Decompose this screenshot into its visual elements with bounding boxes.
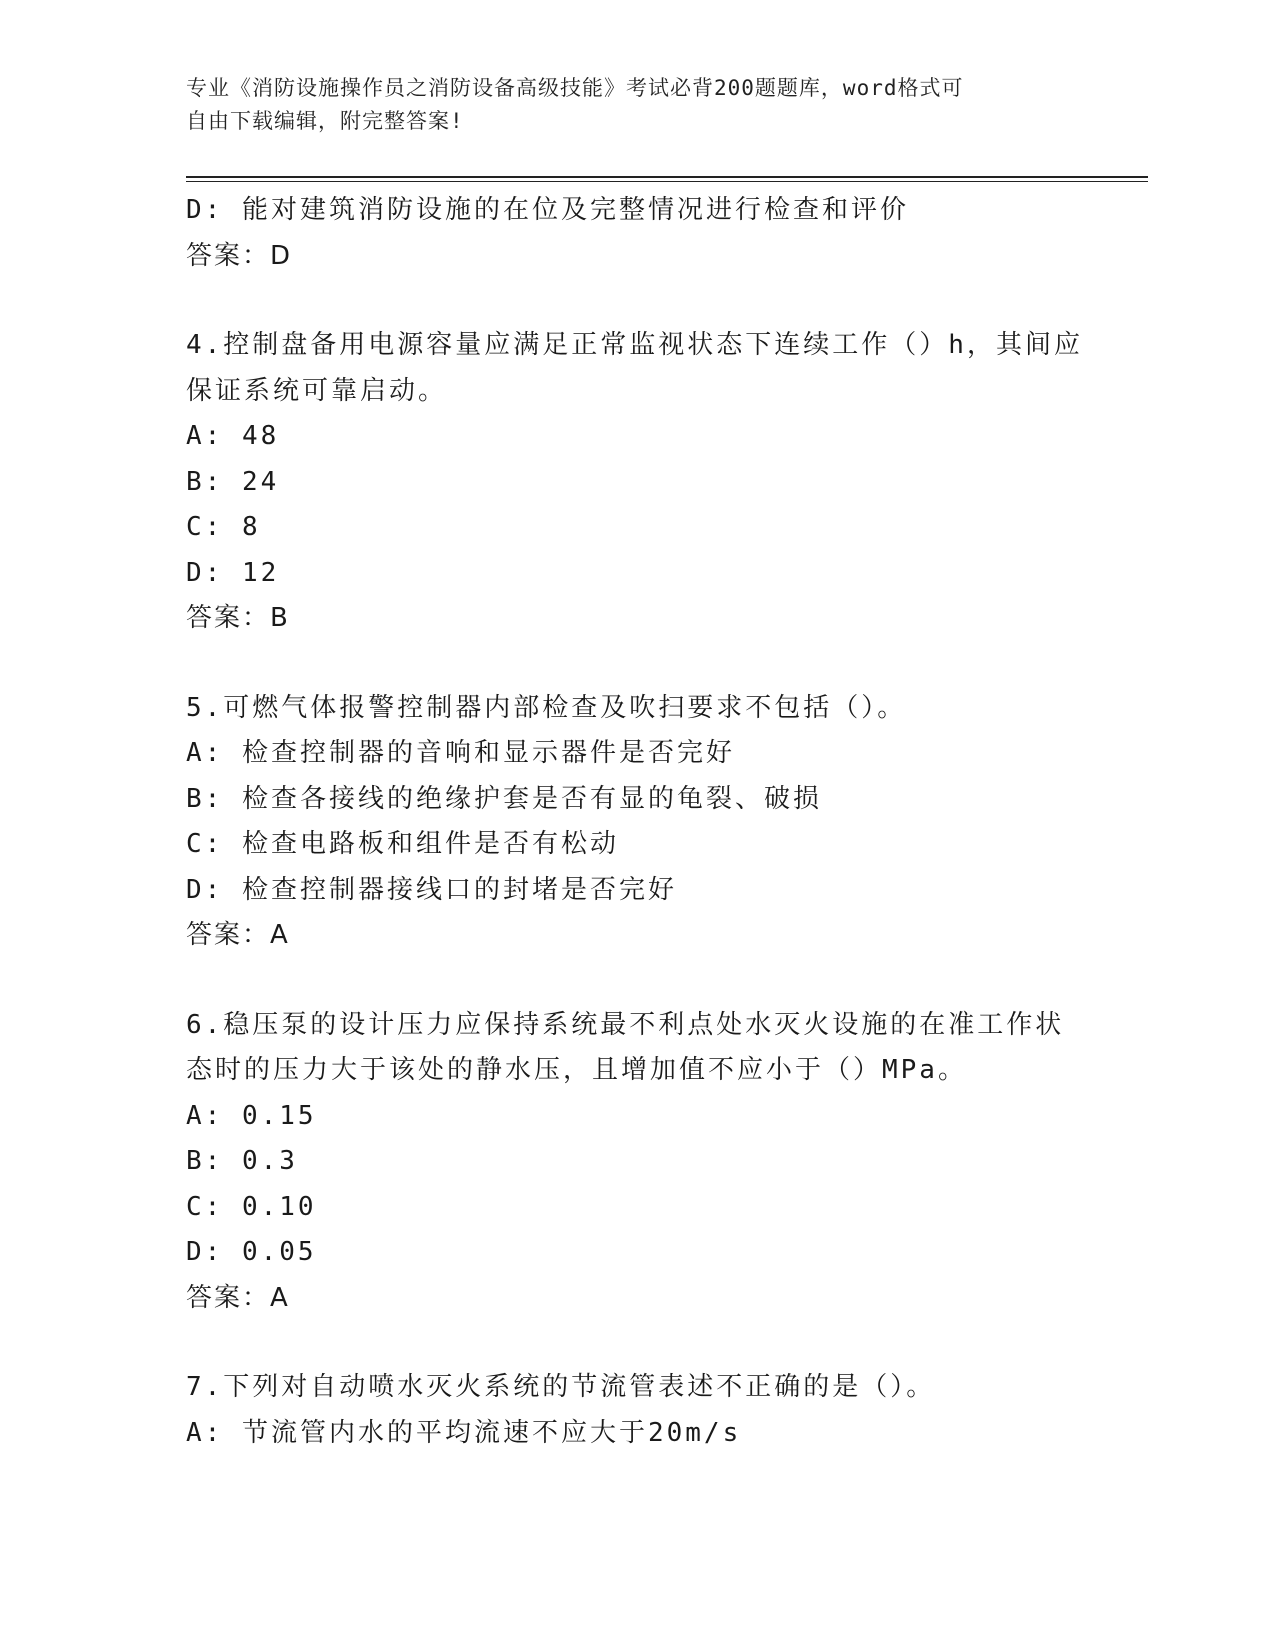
header-line-1: 专业《消防设施操作员之消防设备高级技能》考试必背200题题库，word格式可 bbox=[186, 76, 964, 100]
document-header bbox=[186, 72, 1086, 138]
option-a: A: 48 bbox=[186, 421, 280, 451]
spacer bbox=[186, 1321, 1086, 1365]
spacer bbox=[186, 959, 1086, 1003]
option-a: A: 节流管内水的平均流速不应大于20m/s bbox=[186, 1417, 742, 1448]
question-5 bbox=[186, 686, 1086, 959]
option-d: D: 能对建筑消防设施的在位及完整情况进行检查和评价 bbox=[186, 195, 909, 225]
option-c: C: 0.10 bbox=[186, 1191, 317, 1222]
option-b: B: 0.3 bbox=[186, 1146, 298, 1176]
option-b: B: 检查各接线的绝缘护套是否有显的龟裂、破损 bbox=[186, 783, 822, 814]
question-7 bbox=[186, 1365, 1086, 1456]
question-list bbox=[186, 188, 1086, 1456]
question-4 bbox=[186, 323, 1086, 642]
question-text-continued: 保证系统可靠启动。 bbox=[186, 375, 448, 406]
spacer bbox=[186, 279, 1086, 323]
option-c: C: 检查电路板和组件是否有松动 bbox=[186, 829, 619, 859]
answer-label: 答案：A bbox=[186, 1282, 290, 1313]
option-d: D: 检查控制器接线口的封堵是否完好 bbox=[186, 874, 677, 905]
spacer bbox=[186, 642, 1086, 686]
header-line-2: 自由下载编辑，附完整答案! bbox=[186, 109, 464, 133]
answer-label: 答案：A bbox=[186, 920, 290, 950]
option-d: D: 0.05 bbox=[186, 1237, 317, 1267]
header-divider-thin bbox=[186, 181, 1148, 182]
option-c: C: 8 bbox=[186, 512, 261, 542]
question-text-continued: 态时的压力大于该处的静水压，且增加值不应小于（）MPa。 bbox=[186, 1055, 967, 1085]
answer-label: 答案：B bbox=[186, 603, 290, 633]
header-divider-thick bbox=[186, 176, 1148, 178]
option-d: D: 12 bbox=[186, 557, 280, 588]
question-6 bbox=[186, 1003, 1086, 1322]
question-text: 4.控制盘备用电源容量应满足正常监视状态下连续工作（）h，其间应 bbox=[186, 330, 1083, 360]
answer-label: 答案：D bbox=[186, 240, 293, 271]
question-text: 7.下列对自动喷水灭火系统的节流管表述不正确的是（）。 bbox=[186, 1372, 936, 1402]
option-a: A: 检查控制器的音响和显示器件是否完好 bbox=[186, 738, 735, 768]
question-3 bbox=[186, 188, 1086, 279]
question-text: 6.稳压泵的设计压力应保持系统最不利点处水灭火设施的在准工作状 bbox=[186, 1009, 1065, 1040]
question-text: 5.可燃气体报警控制器内部检查及吹扫要求不包括（）。 bbox=[186, 692, 907, 723]
option-a: A: 0.15 bbox=[186, 1100, 317, 1131]
option-b: B: 24 bbox=[186, 466, 280, 497]
